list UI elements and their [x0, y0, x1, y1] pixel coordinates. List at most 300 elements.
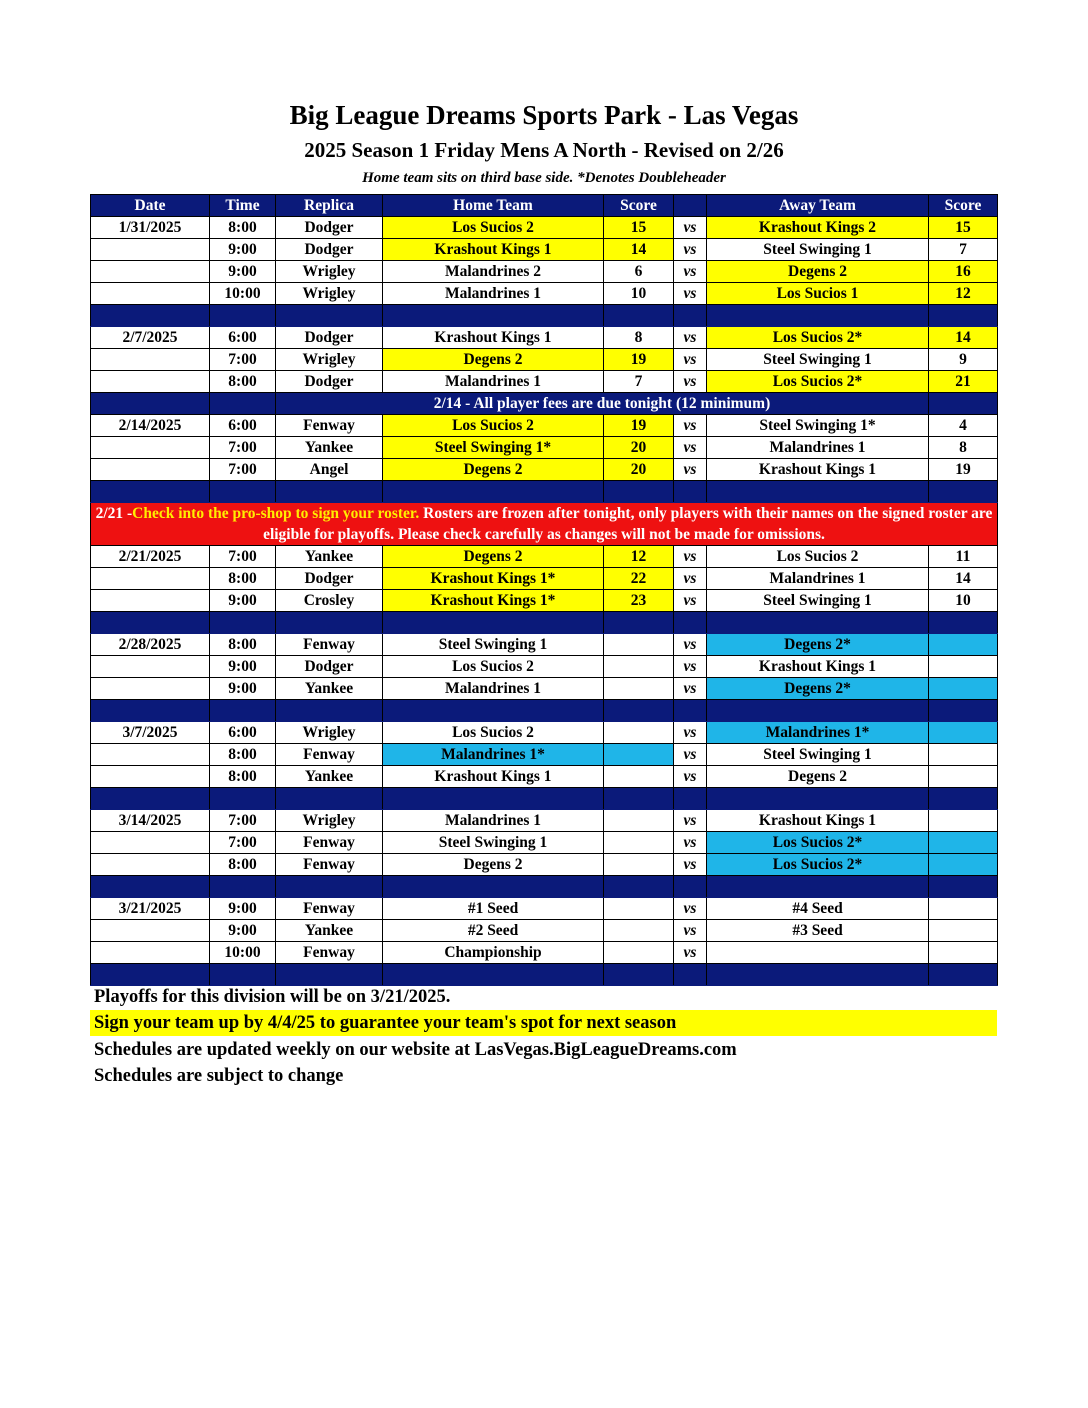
separator-cell [210, 481, 276, 503]
away-score-cell [929, 766, 998, 788]
notice-spacer [929, 393, 998, 415]
away-score-cell: 7 [929, 239, 998, 261]
home-team-cell: Degens 2 [383, 349, 604, 371]
table-row [91, 217, 998, 239]
home-team-cell: Degens 2 [383, 546, 604, 568]
alert-text [91, 503, 998, 546]
replica-cell: Dodger [276, 568, 383, 590]
separator-cell [383, 305, 604, 327]
table-header-row [91, 195, 998, 217]
home-team-cell: Steel Swinging 1 [383, 634, 604, 656]
separator-row [91, 700, 998, 722]
separator-cell [929, 481, 998, 503]
notice-text: 2/14 - All player fees are due tonight (12 minimum) [276, 393, 929, 415]
vs-cell: vs [674, 546, 707, 568]
home-team-cell: Steel Swinging 1 [383, 832, 604, 854]
table-row [91, 766, 998, 788]
separator-cell [210, 964, 276, 986]
away-score-cell: 15 [929, 217, 998, 239]
separator-cell [210, 612, 276, 634]
away-team-cell: Los Sucios 2* [707, 832, 929, 854]
away-score-cell [929, 656, 998, 678]
home-score-cell: 6 [604, 261, 674, 283]
replica-cell: Wrigley [276, 261, 383, 283]
table-row [91, 459, 998, 481]
home-team-cell: Malandrines 1 [383, 283, 604, 305]
home-team-cell: Krashout Kings 1* [383, 590, 604, 612]
home-score-cell: 10 [604, 283, 674, 305]
away-team-cell: Krashout Kings 1 [707, 656, 929, 678]
home-team-cell: Malandrines 1* [383, 744, 604, 766]
separator-cell [91, 788, 210, 810]
column-header: Date [91, 195, 210, 217]
separator-cell [707, 876, 929, 898]
home-score-cell: 8 [604, 327, 674, 349]
notice-spacer [210, 393, 276, 415]
column-header: Time [210, 195, 276, 217]
away-team-cell: #4 Seed [707, 898, 929, 920]
table-row [91, 942, 998, 964]
away-score-cell: 12 [929, 283, 998, 305]
time-cell: 9:00 [210, 590, 276, 612]
replica-cell: Yankee [276, 437, 383, 459]
home-score-cell: 22 [604, 568, 674, 590]
vs-cell: vs [674, 810, 707, 832]
vs-cell: vs [674, 261, 707, 283]
date-cell: 1/31/2025 [91, 217, 210, 239]
vs-cell: vs [674, 722, 707, 744]
time-cell: 6:00 [210, 722, 276, 744]
date-cell [91, 437, 210, 459]
time-cell: 7:00 [210, 832, 276, 854]
table-row [91, 744, 998, 766]
time-cell: 10:00 [210, 942, 276, 964]
separator-cell [929, 700, 998, 722]
alert-prefix: 2/21 - [95, 505, 133, 522]
away-team-cell: Steel Swinging 1 [707, 590, 929, 612]
home-team-cell: Krashout Kings 1 [383, 766, 604, 788]
replica-cell: Fenway [276, 832, 383, 854]
vs-cell: vs [674, 239, 707, 261]
separator-cell [929, 305, 998, 327]
separator-cell [707, 481, 929, 503]
date-cell: 2/7/2025 [91, 327, 210, 349]
table-row [91, 327, 998, 349]
date-cell [91, 920, 210, 942]
signup-note: Sign your team up by 4/4/25 to guarantee your team's spot for next season [90, 1010, 997, 1036]
time-cell: 8:00 [210, 568, 276, 590]
away-score-cell [929, 722, 998, 744]
alert-body: Rosters are frozen after tonight, only players with their names on the signed roster are eligible for playoffs. Please check carefully as changes will not be made for omissions. [263, 505, 993, 543]
home-score-cell [604, 722, 674, 744]
vs-cell: vs [674, 854, 707, 876]
replica-cell: Fenway [276, 854, 383, 876]
replica-cell: Wrigley [276, 722, 383, 744]
away-team-cell: Los Sucios 2* [707, 854, 929, 876]
vs-cell: vs [674, 590, 707, 612]
table-row [91, 854, 998, 876]
separator-cell [91, 876, 210, 898]
table-row [91, 920, 998, 942]
home-team-cell: Krashout Kings 1* [383, 568, 604, 590]
separator-row [91, 612, 998, 634]
schedule-body [91, 217, 998, 986]
column-header: Score [929, 195, 998, 217]
separator-cell [929, 876, 998, 898]
separator-cell [91, 700, 210, 722]
home-score-cell [604, 832, 674, 854]
date-cell [91, 656, 210, 678]
separator-cell [929, 964, 998, 986]
date-cell [91, 854, 210, 876]
date-cell [91, 590, 210, 612]
time-cell: 6:00 [210, 327, 276, 349]
away-team-cell: Malandrines 1* [707, 722, 929, 744]
separator-cell [210, 788, 276, 810]
away-score-cell [929, 898, 998, 920]
time-cell: 10:00 [210, 283, 276, 305]
separator-cell [604, 964, 674, 986]
separator-cell [674, 964, 707, 986]
home-score-cell [604, 810, 674, 832]
separator-cell [674, 788, 707, 810]
separator-cell [707, 305, 929, 327]
replica-cell: Yankee [276, 546, 383, 568]
replica-cell: Fenway [276, 415, 383, 437]
separator-cell [707, 964, 929, 986]
date-cell [91, 239, 210, 261]
notice-row [91, 393, 998, 415]
home-team-cell: Steel Swinging 1* [383, 437, 604, 459]
column-header: Home Team [383, 195, 604, 217]
away-score-cell: 11 [929, 546, 998, 568]
replica-cell: Crosley [276, 590, 383, 612]
away-score-cell [929, 744, 998, 766]
time-cell: 8:00 [210, 217, 276, 239]
separator-cell [604, 481, 674, 503]
home-team-cell: Malandrines 1 [383, 810, 604, 832]
away-score-cell [929, 920, 998, 942]
separator-cell [604, 876, 674, 898]
playoffs-note: Playoffs for this division will be on 3/21/2025. [94, 987, 451, 1007]
vs-cell: vs [674, 415, 707, 437]
date-cell [91, 568, 210, 590]
separator-row [91, 876, 998, 898]
time-cell: 7:00 [210, 459, 276, 481]
table-row [91, 437, 998, 459]
column-header: Away Team [707, 195, 929, 217]
vs-cell: vs [674, 217, 707, 239]
away-team-cell: Steel Swinging 1 [707, 239, 929, 261]
home-score-cell [604, 766, 674, 788]
column-header [674, 195, 707, 217]
separator-cell [383, 481, 604, 503]
home-score-cell: 15 [604, 217, 674, 239]
page-title: Big League Dreams Sports Park - Las Vegas [289, 100, 799, 130]
away-team-cell: Steel Swinging 1 [707, 744, 929, 766]
home-score-cell [604, 656, 674, 678]
home-team-cell: Los Sucios 2 [383, 656, 604, 678]
separator-cell [276, 481, 383, 503]
away-team-cell: Steel Swinging 1 [707, 349, 929, 371]
schedule-table [90, 194, 998, 986]
home-score-cell [604, 898, 674, 920]
vs-cell: vs [674, 327, 707, 349]
table-row [91, 261, 998, 283]
away-score-cell: 10 [929, 590, 998, 612]
table-row [91, 415, 998, 437]
separator-cell [383, 964, 604, 986]
date-cell [91, 766, 210, 788]
date-cell: 3/14/2025 [91, 810, 210, 832]
separator-cell [674, 481, 707, 503]
date-cell [91, 283, 210, 305]
home-score-cell: 7 [604, 371, 674, 393]
alert-row [91, 503, 998, 546]
away-team-cell: Los Sucios 2* [707, 327, 929, 349]
table-row [91, 590, 998, 612]
vs-cell: vs [674, 898, 707, 920]
separator-cell [91, 305, 210, 327]
vs-cell: vs [674, 283, 707, 305]
vs-cell: vs [674, 744, 707, 766]
time-cell: 7:00 [210, 546, 276, 568]
time-cell: 7:00 [210, 810, 276, 832]
separator-cell [91, 612, 210, 634]
separator-cell [674, 305, 707, 327]
vs-cell: vs [674, 832, 707, 854]
away-score-cell: 16 [929, 261, 998, 283]
separator-cell [604, 788, 674, 810]
replica-cell: Wrigley [276, 349, 383, 371]
alert-highlight: Check into the pro-shop to sign your roster. [132, 505, 420, 522]
home-score-cell: 20 [604, 437, 674, 459]
home-score-cell: 14 [604, 239, 674, 261]
date-cell [91, 942, 210, 964]
away-team-cell: Los Sucios 2 [707, 546, 929, 568]
separator-cell [210, 876, 276, 898]
separator-cell [276, 612, 383, 634]
away-team-cell [707, 942, 929, 964]
schedule-note: Home team sits on third base side. *Denotes Doubleheader [362, 170, 726, 186]
table-row [91, 810, 998, 832]
away-team-cell: Degens 2 [707, 766, 929, 788]
date-cell [91, 371, 210, 393]
replica-cell: Dodger [276, 656, 383, 678]
home-score-cell: 19 [604, 415, 674, 437]
away-team-cell: Malandrines 1 [707, 437, 929, 459]
vs-cell: vs [674, 437, 707, 459]
vs-cell: vs [674, 568, 707, 590]
separator-cell [707, 612, 929, 634]
time-cell: 7:00 [210, 349, 276, 371]
table-row [91, 568, 998, 590]
away-team-cell: Degens 2 [707, 261, 929, 283]
home-team-cell: Malandrines 1 [383, 371, 604, 393]
separator-cell [276, 700, 383, 722]
home-score-cell [604, 854, 674, 876]
separator-cell [929, 612, 998, 634]
separator-cell [210, 305, 276, 327]
away-score-cell: 4 [929, 415, 998, 437]
home-score-cell [604, 942, 674, 964]
page-subtitle: 2025 Season 1 Friday Mens A North - Revised on 2/26 [304, 138, 784, 162]
date-cell [91, 349, 210, 371]
away-score-cell [929, 942, 998, 964]
date-cell: 2/21/2025 [91, 546, 210, 568]
table-row [91, 371, 998, 393]
time-cell: 6:00 [210, 415, 276, 437]
replica-cell: Dodger [276, 371, 383, 393]
away-team-cell: #3 Seed [707, 920, 929, 942]
date-cell [91, 261, 210, 283]
replica-cell: Fenway [276, 898, 383, 920]
vs-cell: vs [674, 371, 707, 393]
date-cell [91, 459, 210, 481]
separator-cell [383, 876, 604, 898]
time-cell: 9:00 [210, 898, 276, 920]
home-score-cell [604, 920, 674, 942]
date-cell: 2/28/2025 [91, 634, 210, 656]
separator-cell [91, 481, 210, 503]
replica-cell: Yankee [276, 920, 383, 942]
away-team-cell: Krashout Kings 1 [707, 459, 929, 481]
home-team-cell: Championship [383, 942, 604, 964]
home-team-cell: Krashout Kings 1 [383, 239, 604, 261]
home-team-cell: Malandrines 1 [383, 678, 604, 700]
time-cell: 8:00 [210, 371, 276, 393]
time-cell: 9:00 [210, 239, 276, 261]
separator-cell [91, 964, 210, 986]
separator-cell [276, 876, 383, 898]
away-team-cell: Los Sucios 1 [707, 283, 929, 305]
away-team-cell: Krashout Kings 1 [707, 810, 929, 832]
table-row [91, 832, 998, 854]
replica-cell: Fenway [276, 744, 383, 766]
home-score-cell: 12 [604, 546, 674, 568]
home-team-cell: #2 Seed [383, 920, 604, 942]
away-score-cell: 14 [929, 568, 998, 590]
separator-cell [604, 305, 674, 327]
home-score-cell: 19 [604, 349, 674, 371]
home-team-cell: Degens 2 [383, 854, 604, 876]
vs-cell: vs [674, 349, 707, 371]
away-score-cell [929, 854, 998, 876]
separator-cell [674, 612, 707, 634]
website-note: Schedules are updated weekly on our website at LasVegas.BigLeagueDreams.com [94, 1040, 737, 1060]
separator-cell [604, 612, 674, 634]
vs-cell: vs [674, 942, 707, 964]
away-score-cell: 9 [929, 349, 998, 371]
column-header: Replica [276, 195, 383, 217]
table-row [91, 239, 998, 261]
separator-cell [929, 788, 998, 810]
separator-row [91, 964, 998, 986]
separator-cell [383, 612, 604, 634]
away-score-cell [929, 810, 998, 832]
away-team-cell: Krashout Kings 2 [707, 217, 929, 239]
time-cell: 8:00 [210, 634, 276, 656]
away-score-cell: 21 [929, 371, 998, 393]
away-score-cell [929, 678, 998, 700]
home-team-cell: Krashout Kings 1 [383, 327, 604, 349]
home-score-cell: 23 [604, 590, 674, 612]
away-score-cell [929, 634, 998, 656]
home-score-cell [604, 634, 674, 656]
separator-cell [674, 876, 707, 898]
separator-cell [383, 700, 604, 722]
home-team-cell: Los Sucios 2 [383, 722, 604, 744]
time-cell: 9:00 [210, 678, 276, 700]
away-score-cell: 8 [929, 437, 998, 459]
replica-cell: Yankee [276, 766, 383, 788]
separator-row [91, 305, 998, 327]
separator-cell [707, 700, 929, 722]
separator-cell [276, 964, 383, 986]
table-row [91, 283, 998, 305]
away-team-cell: Steel Swinging 1* [707, 415, 929, 437]
separator-cell [210, 700, 276, 722]
separator-cell [604, 700, 674, 722]
table-row [91, 349, 998, 371]
vs-cell: vs [674, 634, 707, 656]
away-team-cell: Degens 2* [707, 634, 929, 656]
vs-cell: vs [674, 678, 707, 700]
replica-cell: Fenway [276, 942, 383, 964]
separator-cell [276, 788, 383, 810]
away-score-cell: 19 [929, 459, 998, 481]
table-row [91, 546, 998, 568]
vs-cell: vs [674, 656, 707, 678]
away-team-cell: Los Sucios 2* [707, 371, 929, 393]
home-score-cell [604, 744, 674, 766]
vs-cell: vs [674, 920, 707, 942]
time-cell: 9:00 [210, 920, 276, 942]
replica-cell: Wrigley [276, 810, 383, 832]
home-score-cell [604, 678, 674, 700]
replica-cell: Wrigley [276, 283, 383, 305]
date-cell: 3/7/2025 [91, 722, 210, 744]
home-team-cell: #1 Seed [383, 898, 604, 920]
home-team-cell: Los Sucios 2 [383, 415, 604, 437]
away-score-cell: 14 [929, 327, 998, 349]
separator-row [91, 788, 998, 810]
date-cell: 3/21/2025 [91, 898, 210, 920]
column-header: Score [604, 195, 674, 217]
date-cell [91, 678, 210, 700]
vs-cell: vs [674, 459, 707, 481]
vs-cell: vs [674, 766, 707, 788]
replica-cell: Yankee [276, 678, 383, 700]
time-cell: 9:00 [210, 656, 276, 678]
separator-row [91, 481, 998, 503]
notice-spacer [91, 393, 210, 415]
away-team-cell: Malandrines 1 [707, 568, 929, 590]
replica-cell: Dodger [276, 217, 383, 239]
date-cell [91, 744, 210, 766]
date-cell [91, 832, 210, 854]
table-row [91, 656, 998, 678]
table-row [91, 634, 998, 656]
separator-cell [276, 305, 383, 327]
time-cell: 9:00 [210, 261, 276, 283]
separator-cell [383, 788, 604, 810]
away-team-cell: Degens 2* [707, 678, 929, 700]
change-note: Schedules are subject to change [94, 1066, 344, 1086]
time-cell: 8:00 [210, 744, 276, 766]
away-score-cell [929, 832, 998, 854]
home-team-cell: Malandrines 2 [383, 261, 604, 283]
